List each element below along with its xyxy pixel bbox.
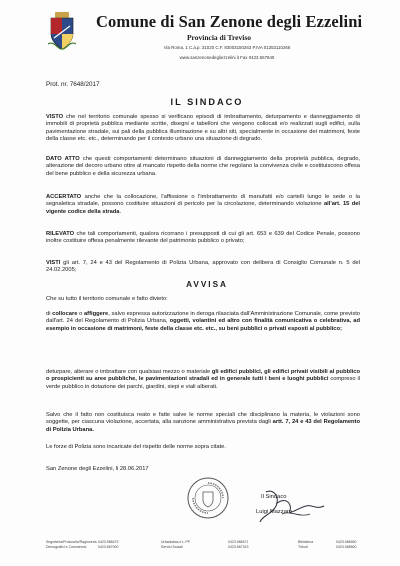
- paragraph-visti: VISTI gli art. 7, 24 e 43 del Regolamento di Polizia Urbana, approvato con delibera di Consiglio Comunale n. 5 del 24.02.2005;: [46, 260, 360, 274]
- footer-col-1-tel: 0423.968479 0423.567000: [98, 540, 119, 549]
- footer-col-3-tel: 0423.968450 0423.968500: [336, 540, 357, 549]
- footer-col-2-tel: 0423.968471 0423.567313: [228, 540, 249, 549]
- heading-avvisa: AVVISA: [186, 280, 228, 289]
- rule-sanzioni: Salvo che il fatto non costituisca reato e fatte salve le norme speciali che disciplinano la materia, le violazioni sono soggette, per ciascuna violazione, accertata, alla sanzione amministrativa prevista dagli artt. 7, 24 e 43 del Regolamento di Polizia Urbana.: [46, 412, 360, 433]
- footer-col-2: Urbanistica e L.PP. Servizi Sociali: [161, 540, 191, 549]
- footer-col-1: Segreteria/Protocollo/Ragioneria Demografici e Commercio: [46, 540, 97, 549]
- municipal-crest-icon: [48, 12, 76, 50]
- paragraph-accertato: ACCERTATO anche che la collocazione, l'affissione o l'imbrattamento di manufatti e/o cartelli lungo le sede o la segnaletica stradale, possono costituire situazioni di pericolo per la circolazione, determinando violazione all'art. 15 del vigente codice della strada.: [46, 194, 361, 215]
- footer-col-3: Biblioteca Tributi: [298, 540, 314, 549]
- signature-title: Il Sindaco: [261, 494, 287, 500]
- rule-collocare: di collocare o affiggere, salvo espressa autorizzazione in deroga rilasciata dall'Amministrazione Comunale, come previsto dall'art. 24 del Regolamento di Polizia Urbana, oggetti, volantini ed altro con finalità comunicativa o celebrativa, ad esempio in occasione di matrimoni, feste della classe etc. etc., su beni pubblici o privati esposti al pubblico;: [46, 311, 360, 332]
- paragraph-dato-atto: DATO ATTO che questi comportamenti determinano situazioni di danneggiamento della proprietà pubblica, degrado, alterazione del decoro urbano ottre al mancato rispetto della norme che regolano la convivenza civile e costituiscono offesa del bene pubblico e della sicurezza urbana.: [46, 156, 361, 177]
- address-line: Via Roma, 1 C.a.p. 31020 C.F. 83003150263 P.IVA 01353110266: [163, 45, 291, 50]
- rule-forze-polizia: Le forze di Polizia sono incaricate del rispetto delle norme sopra citate.: [46, 444, 226, 450]
- avvisa-intro: Che su tutto il territorio comunale e fatto divieto:: [46, 296, 168, 302]
- date-line: San Zenone degli Ezzelini, li 28.06.2017: [46, 466, 149, 472]
- signature-name: Luigi Mazzaro: [256, 509, 293, 515]
- paragraph-rilevato: RILEVATO che tali comportamenti, qualora ricorrano i presupposti di cui gli art. 653 e 639 del Codice Penale, possono inoltre costituire offesa penalmente rilevante del patrimonio pubblico o privato;: [46, 231, 360, 245]
- contacts-line: www.sanzenonedegliezzelini.it Fax 0423.567840: [179, 55, 275, 60]
- province-subtitle: Provincia di Treviso: [186, 33, 252, 42]
- official-stamp-icon: [186, 476, 230, 520]
- paragraph-visto: VISTO che nel territorio comunale spesso si verificano episodi di imbrattamento, deturpamento e danneggiamento di immobili di proprietà pubblica mediante scritte, disegni e tabelloni che vengono collocati e/o realizzati sugli edifici, sulla pavimentazione stradale, sui pali della pubblica illuminazione e su altri siti, specialmente in occasione dei matrimoni, feste della classe etc. etc., determinando per il contesto urbano una situazione di degrado.: [46, 114, 360, 143]
- municipality-title: Comune di San Zenone degli Ezzelini: [96, 12, 363, 31]
- heading-il-sindaco: IL SINDACO: [170, 97, 244, 107]
- handwritten-signature-icon: [246, 484, 332, 528]
- protocol-number: Prot. nr. 7648/2017: [46, 81, 100, 88]
- rule-deturpare: deturpare, alterare o imbrattare con qualsiasi mezzo o materiale gli edifici pubblici, gli edifici privati visibili al pubblico o prospicienti su aree pubbliche, le pavimentazioni stradali ed in generale tutti i beni e luoghi pubblici compreso il verde pubblico in dotazione dei parchi, giardini, siepi e viali alberati.: [46, 369, 361, 390]
